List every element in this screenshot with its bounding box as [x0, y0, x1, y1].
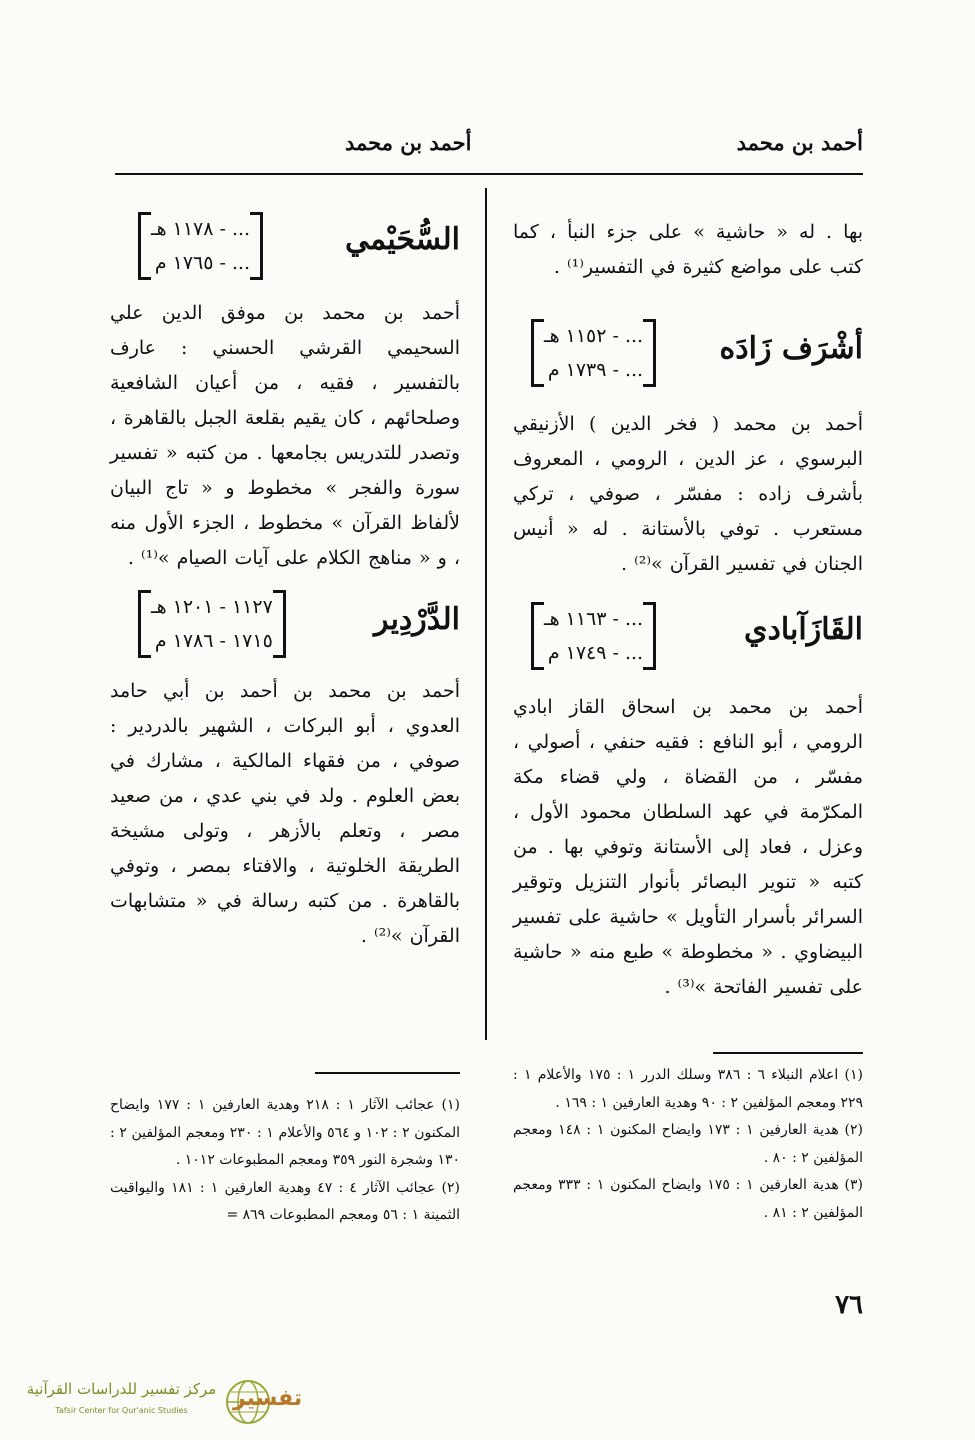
- logo-mark: تفسير: [233, 1386, 303, 1411]
- entry-header: [110, 212, 460, 292]
- date-hijri: ... - ١١٧٨ هـ: [151, 218, 251, 240]
- date-bracket: [531, 319, 656, 387]
- entry-text: أحمد بن محمد ( فخر الدين ) الأزنيقي البرسوي ، عز الدين ، الرومي ، المعروف بأشرف زاده : مفسّر ، صوفي ، تركي مستعرب . توفي بالأستانة . له « أنيس الجنان في تفسير القرآن »⁽²⁾ .: [513, 413, 863, 575]
- date-bracket: [138, 590, 286, 658]
- continuation-text: بها . له « حاشية » على جزء النبأ ، كما كتب على مواضع كثيرة في التفسير⁽¹⁾ .: [513, 221, 863, 278]
- entry-header: [513, 602, 863, 682]
- footnote: (٣) هدية العارفين ١ : ١٧٥ وايضاح المكنون ١ : ٣٣٣ ومعجم المؤلفين ٢ : ٨١ .: [513, 1177, 863, 1221]
- right-column: [513, 215, 863, 1005]
- footnote-rule: [315, 1072, 460, 1074]
- footnote-rule: [713, 1052, 863, 1054]
- column-divider: [485, 188, 487, 1040]
- running-header-right: أحمد بن محمد: [736, 130, 863, 155]
- entry-text: أحمد بن محمد بن أحمد بن أبي حامد العدوي ، أبو البركات ، الشهير بالدردير : صوفي ، من فقهاء المالكية ، مشارك في بعض العلوم . ولد في بني عدي ، من صعيد مصر ، وتعلم بالأزهر ، وتولى مشيخة الطريقة الخلوتية ، والافتاء بمصر ، وتوفي بالقاهرة . من كتبه رسالة في « متشابهات القرآن »⁽²⁾ .: [110, 680, 460, 947]
- header-rule: [115, 173, 863, 175]
- left-footnotes: [110, 1092, 460, 1230]
- footnote: (١) عجائب الآثار ١ : ٢١٨ وهدية العارفين ١ : ١٧٧ وايضاح المكنون ٢ : ١٠٢ و ٥٦٤ والأعلام ١ : ٢٣٠ ومعجم المؤلفين ٢ : ١٣٠ وشجرة النور ٣٥٩ ومعجم المطبوعات ١٠١٢ .: [110, 1097, 460, 1168]
- entry-text: أحمد بن محمد بن موفق الدين علي السحيمي القرشي الحسني : عارف بالتفسير ، فقيه ، من أعيان الشافعية وصلحائهم ، كان يقيم بقلعة الجبل بالقاهرة ، وتصدر للتدريس بجامعها . من كتبه « تفسير سورة والفجر » مخطوط و « تاج البيان لألفاظ القرآن » مخطوط ، الجزء الأول منه ، و « مناهج الكلام على آيات الصيام »⁽¹⁾ .: [110, 302, 460, 569]
- entry-name: القَازَآبادي: [744, 612, 863, 647]
- footnote: (٢) هدية العارفين ١ : ١٧٣ وايضاح المكنون ١ : ١٤٨ ومعجم المؤلفين ٢ : ٨٠ .: [513, 1122, 863, 1166]
- page-number: ٧٦: [835, 1290, 863, 1320]
- entry-header: [110, 590, 460, 670]
- entry-name: الدَّرْدِير: [374, 602, 460, 637]
- entry-name: السُّحَيْمي: [344, 222, 460, 257]
- footnote: (٢) عجائب الآثار ٤ : ٤٧ وهدية العارفين ١ : ١٨١ واليواقيت الثمينة ١ : ٥٦ ومعجم المطبوعات ٨٦٩ =: [110, 1179, 460, 1223]
- date-hijri: ... - ١١٥٢ هـ: [544, 325, 644, 347]
- date-bracket: [138, 212, 263, 280]
- date-gregorian: ... - ١٧٦٥ م: [154, 252, 251, 274]
- left-column: [110, 212, 460, 954]
- date-hijri: ١١٢٧ - ١٢٠١ هـ: [151, 596, 273, 618]
- date-gregorian: ١٧١٥ - ١٧٨٦ م: [154, 630, 273, 652]
- entry-name: أشْرَف زَادَه: [719, 331, 863, 366]
- date-gregorian: ... - ١٧٣٩ م: [547, 359, 644, 381]
- entry-header: [513, 319, 863, 399]
- date-gregorian: ... - ١٧٤٩ م: [547, 642, 644, 664]
- running-header-left: أحمد بن محمد: [345, 130, 472, 155]
- footnote: (١) اعلام النبلاء ٦ : ٣٨٦ وسلك الدرر ١ : ١٧٥ والأعلام ١ : ٢٢٩ ومعجم المؤلفين ٢ : ٩٠ وهدية العارفين ١ : ١٦٩ .: [513, 1067, 863, 1111]
- center-logo: [18, 1378, 303, 1426]
- date-hijri: ... - ١١٦٣ هـ: [544, 608, 644, 630]
- entry-text: أحمد بن محمد بن اسحاق القاز ابادي الرومي ، أبو النافع : فقيه حنفي ، أصولي ، مفسّر ، من القضاة ، ولي قضاء مكة المكرّمة في عهد السلطان محمود الأول ، وعزل ، فعاد إلى الأستانة وتوفي بها . من كتبه « تنوير البصائر بأنوار التنزيل وتوقير السرائر بأسرار التأويل » حاشية على تفسير البيضاوي . « مخطوطة » طبع منه « حاشية على تفسير الفاتحة »⁽³⁾ .: [513, 696, 863, 998]
- logo-latin-name: Tafsir Center for Qur'anic Studies: [55, 1406, 188, 1415]
- logo-arabic-name: مركز تفسير للدراسات القرآنية: [26, 1380, 217, 1398]
- date-bracket: [531, 602, 656, 670]
- right-footnotes: [513, 1062, 863, 1227]
